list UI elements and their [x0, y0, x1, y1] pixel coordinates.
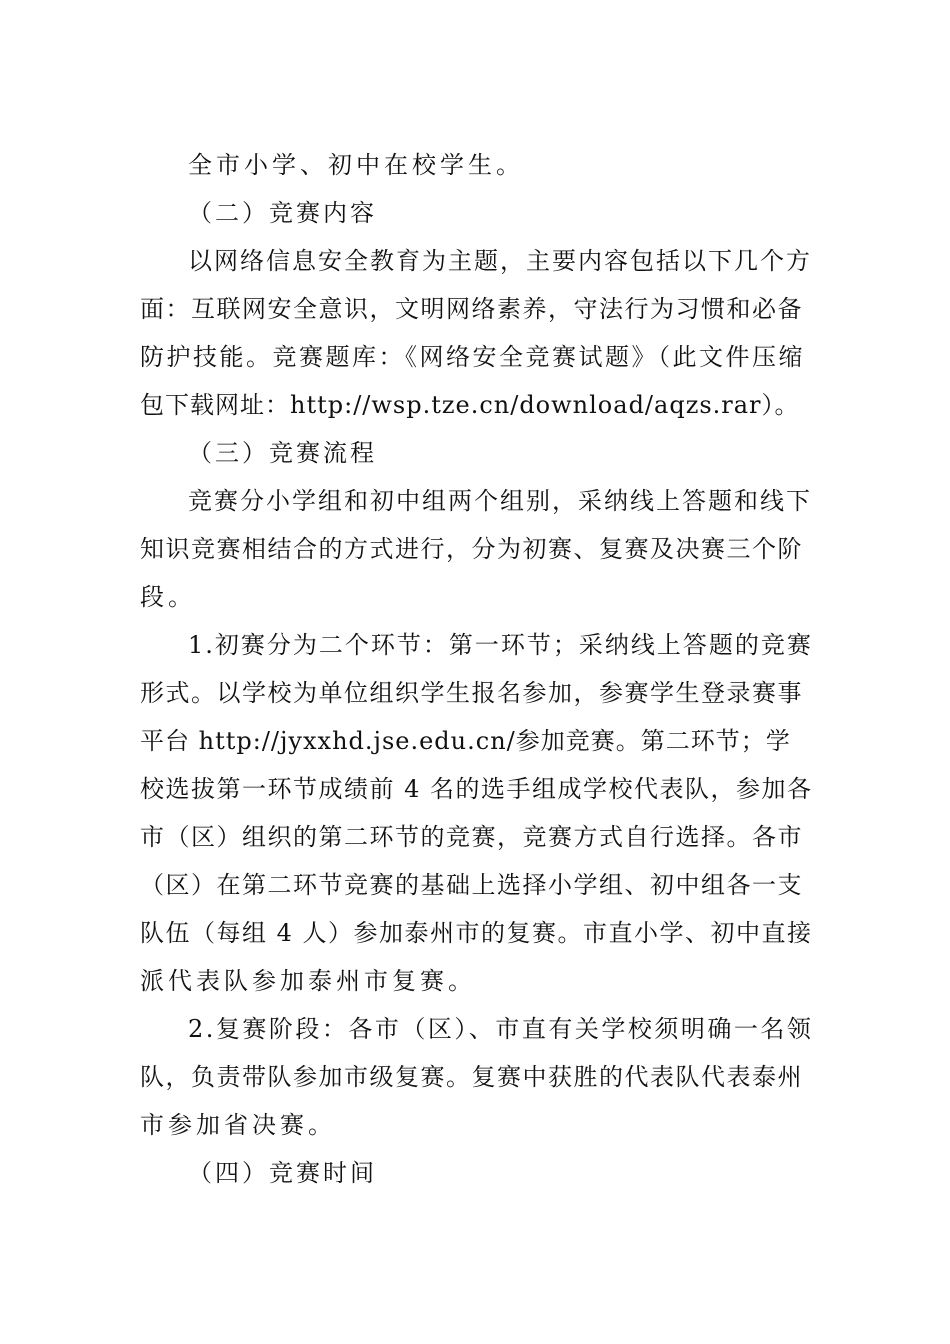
paragraph-line: 形式。以学校为单位组织学生报名参加，参赛学生登录赛事 [140, 679, 803, 707]
paragraph-line: （区）在第二环节竞赛的基础上选择小学组、初中组各一支 [140, 871, 803, 899]
paragraph-line: 包下载网址：http://wsp.tze.cn/download/aqzs.rar）。 [140, 391, 800, 419]
paragraph-line: 全市小学、初中在校学生。 [188, 151, 524, 179]
section-heading-content: （二）竞赛内容 [188, 199, 377, 227]
section-heading-process: （三）竞赛流程 [188, 439, 377, 467]
paragraph-line: 知识竞赛相结合的方式进行，分为初赛、复赛及决赛三个阶 [140, 535, 803, 563]
paragraph-line: 市（区）组织的第二环节的竞赛，竞赛方式自行选择。各市 [140, 823, 803, 851]
paragraph-line: 市参加省决赛。 [140, 1111, 336, 1139]
paragraph-line: 队伍（每组 4 人）参加泰州市的复赛。市直小学、初中直接 [140, 919, 813, 947]
paragraph-line: 以网络信息安全教育为主题，主要内容包括以下几个方 [188, 247, 812, 275]
paragraph-line: 校选拔第一环节成绩前 4 名的选手组成学校代表队，参加各 [140, 775, 813, 803]
paragraph-line: 面：互联网安全意识，文明网络素养，守法行为习惯和必备 [140, 295, 803, 323]
paragraph-line: 竞赛分小学组和初中组两个组别，采纳线上答题和线下 [188, 487, 812, 515]
paragraph-line: 派代表队参加泰州市复赛。 [140, 967, 476, 995]
paragraph-line: 段。 [140, 583, 196, 611]
paragraph-line: 防护技能。竞赛题库：《网络安全竞赛试题》（此文件压缩 [140, 343, 805, 371]
paragraph-line: 队，负责带队参加市级复赛。复赛中获胜的代表队代表泰州 [140, 1063, 803, 1091]
paragraph-line: 平台 http://jyxxhd.jse.edu.cn/参加竞赛。第二环节；学 [140, 727, 791, 755]
paragraph-line: 2.复赛阶段：各市（区）、市直有关学校须明确一名领 [188, 1015, 814, 1043]
section-heading-time: （四）竞赛时间 [188, 1159, 377, 1187]
paragraph-line: 1.初赛分为二个环节：第一环节；采纳线上答题的竞赛 [188, 631, 813, 659]
